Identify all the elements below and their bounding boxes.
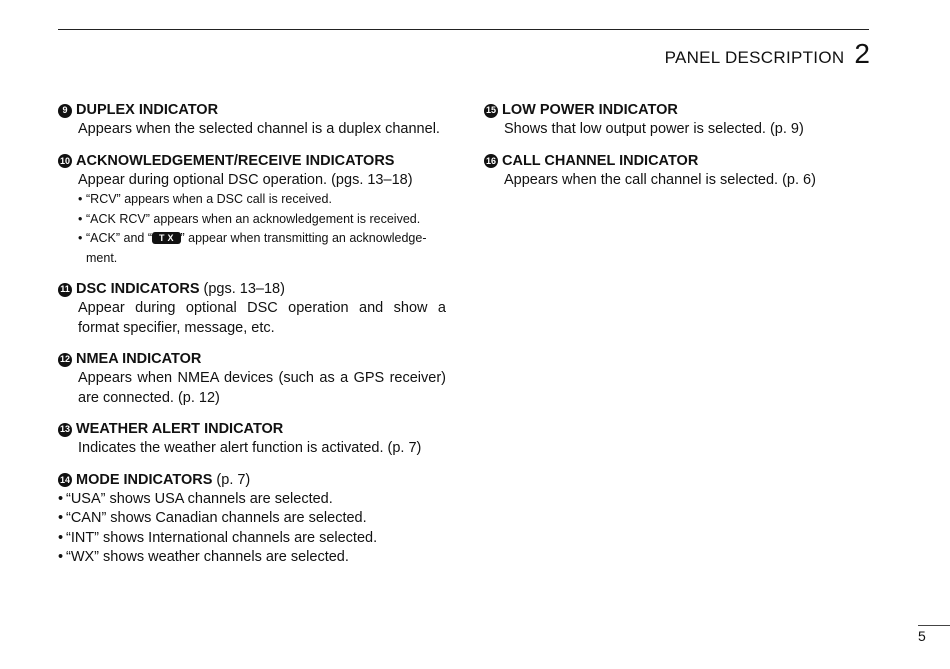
header-rule (58, 29, 869, 30)
right-column (484, 101, 864, 202)
item-number-icon: 14 (58, 473, 72, 487)
mode-indicators-section (58, 471, 446, 568)
list-item: • “ACK RCV” appears when an acknowledgement is received. (78, 210, 446, 230)
page-header (665, 38, 870, 70)
weather-alert-indicator-section (58, 420, 446, 459)
item-number-icon: 13 (58, 423, 72, 437)
item-title: DUPLEX INDICATOR (76, 102, 219, 118)
duplex-indicator-section (58, 101, 446, 140)
list-item: • “RCV” appears when a DSC call is received. (78, 190, 446, 210)
item-number-icon: 15 (484, 104, 498, 118)
page-number: 5 (918, 628, 926, 644)
tx-badge-icon: TX (152, 232, 181, 244)
item-title: ACKNOWLEDGEMENT/RECEIVE INDICATORS (76, 152, 395, 169)
item-title: CALL CHANNEL INDICATOR (502, 152, 699, 169)
item-text: Indicates the weather alert function is activated. (p. 7) (78, 440, 422, 456)
section-title: PANEL DESCRIPTION (664, 48, 845, 67)
item-text: Appear during optional DSC operation. (pgs. 13–18) (78, 171, 413, 188)
page-reference: (p. 7) (216, 471, 251, 488)
item-number-icon: 10 (58, 154, 72, 168)
chapter-number: 2 (854, 38, 870, 69)
bullet-list (78, 190, 446, 268)
list-item: • “USA” shows USA channels are selected. (58, 490, 446, 510)
low-power-indicator-section (484, 101, 864, 140)
item-title: NMEA INDICATOR (76, 351, 202, 367)
left-column (58, 101, 446, 580)
page-reference: (pgs. 13–18) (203, 281, 285, 297)
bullet-list (58, 490, 446, 568)
list-item: • “WX” shows weather channels are selected. (58, 548, 446, 568)
item-text: Appears when NMEA devices (such as a GPS receiver) are connected. (p. 12) (78, 370, 446, 406)
item-text: Shows that low output power is selected. (p. 9) (504, 121, 804, 137)
item-title: WEATHER ALERT INDICATOR (76, 421, 284, 437)
item-title: DSC INDICATORS (76, 281, 200, 297)
list-item: • “INT” shows International channels are selected. (58, 529, 446, 549)
list-item: • “ACK” and “ TX ” appear when transmitting an acknowledge-ment. (78, 229, 446, 268)
item-number-icon: 12 (58, 353, 72, 367)
item-text: Appears when the selected channel is a duplex channel. (78, 121, 440, 137)
footer-rule (918, 625, 950, 626)
item-text: Appears when the call channel is selected. (p. 6) (504, 171, 816, 188)
nmea-indicator-section (58, 350, 446, 408)
dsc-indicators-section (58, 280, 446, 338)
item-number-icon: 16 (484, 154, 498, 168)
list-item: • “CAN” shows Canadian channels are selected. (58, 509, 446, 529)
item-number-icon: 11 (58, 283, 72, 297)
item-number-icon: 9 (58, 104, 72, 118)
item-title: MODE INDICATORS (76, 471, 213, 488)
item-title: LOW POWER INDICATOR (502, 102, 678, 118)
item-text: Appear during optional DSC operation and show a format specifier, message, etc. (78, 300, 446, 336)
ack-receive-indicators-section (58, 152, 446, 269)
call-channel-indicator-section (484, 152, 864, 191)
